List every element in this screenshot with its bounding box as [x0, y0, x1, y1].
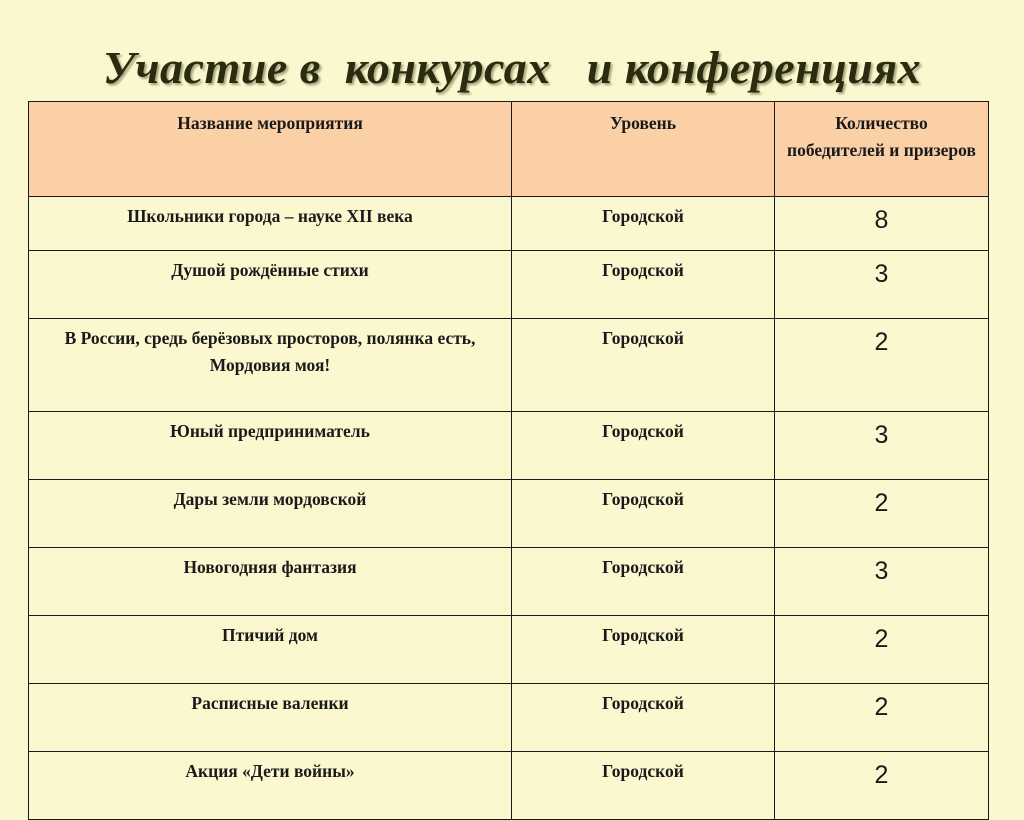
winners-count-cell: 2 [775, 480, 989, 548]
level-cell: Городской [512, 684, 775, 752]
table-header-row [29, 102, 989, 197]
event-name-cell: Птичий дом [29, 616, 512, 684]
level-cell: Городской [512, 752, 775, 820]
event-name-cell: Школьники города – науке XII века [29, 197, 512, 251]
header-winners-count: Количество победителей и призеров [775, 102, 989, 197]
winners-count-cell: 8 [775, 197, 989, 251]
winners-count-cell: 3 [775, 548, 989, 616]
event-name-cell: В России, средь берёзовых просторов, полянка есть, Мордовия моя! [29, 319, 512, 412]
table-row [29, 548, 989, 616]
winners-count-cell: 2 [775, 616, 989, 684]
level-cell: Городской [512, 480, 775, 548]
event-name-cell: Душой рождённые стихи [29, 251, 512, 319]
table-row [29, 251, 989, 319]
level-cell: Городской [512, 412, 775, 480]
winners-count-cell: 2 [775, 752, 989, 820]
event-name-cell: Новогодняя фантазия [29, 548, 512, 616]
table-row [29, 684, 989, 752]
winners-count-cell: 2 [775, 684, 989, 752]
event-name-cell: Юный предприниматель [29, 412, 512, 480]
event-name-cell: Акция «Дети войны» [29, 752, 512, 820]
header-event-name: Название мероприятия [29, 102, 512, 197]
events-table [28, 101, 989, 820]
winners-count-cell: 3 [775, 251, 989, 319]
winners-count-cell: 3 [775, 412, 989, 480]
table-row [29, 197, 989, 251]
level-cell: Городской [512, 319, 775, 412]
winners-count-cell: 2 [775, 319, 989, 412]
event-name-cell: Расписные валенки [29, 684, 512, 752]
table-row [29, 752, 989, 820]
level-cell: Городской [512, 616, 775, 684]
table-row [29, 412, 989, 480]
header-level: Уровень [512, 102, 775, 197]
events-table-container [28, 101, 988, 820]
table-row [29, 480, 989, 548]
page-title: Участие в конкурсах и конференциях [102, 42, 922, 93]
level-cell: Городской [512, 197, 775, 251]
level-cell: Городской [512, 251, 775, 319]
level-cell: Городской [512, 548, 775, 616]
event-name-cell: Дары земли мордовской [29, 480, 512, 548]
table-row [29, 616, 989, 684]
table-row [29, 319, 989, 412]
